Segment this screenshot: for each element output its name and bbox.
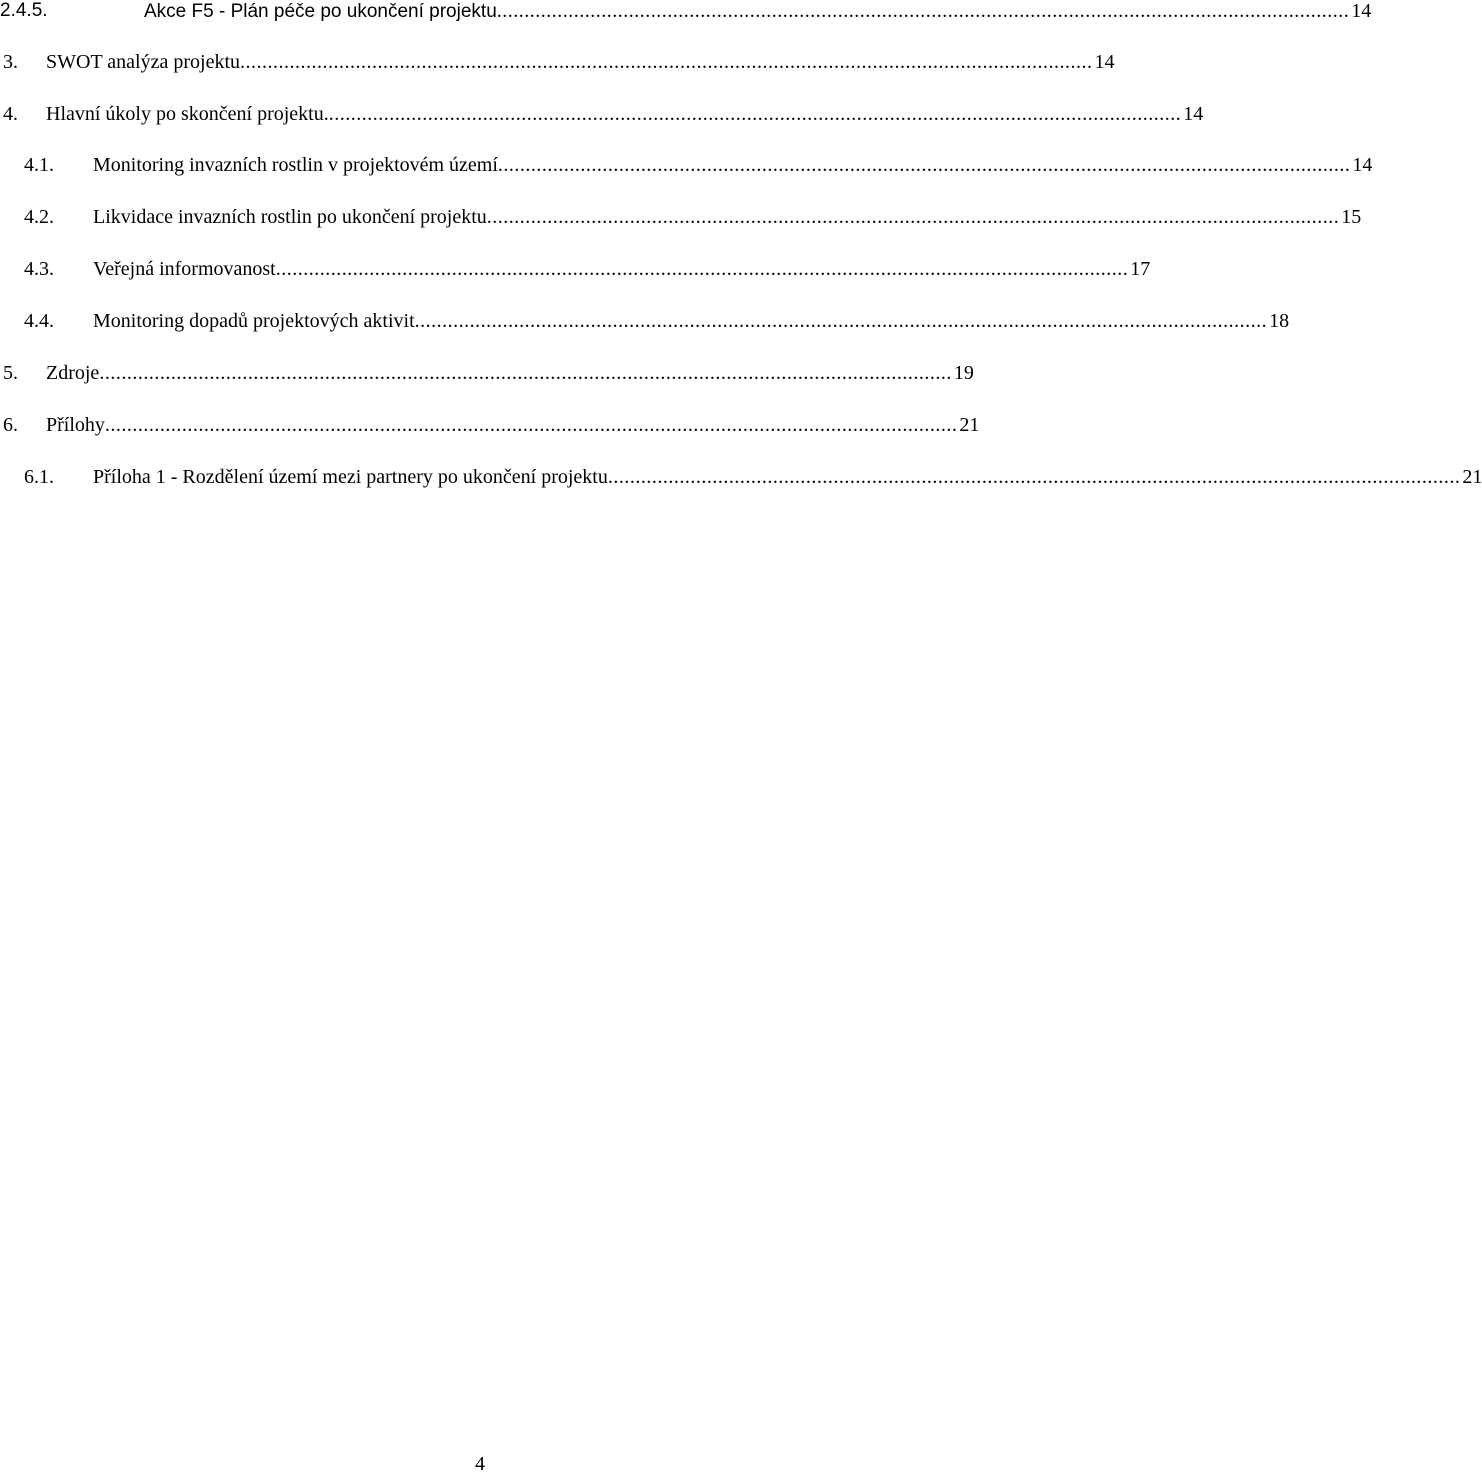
toc-entry-number: 4. — [3, 103, 18, 125]
toc-leader-dots: ........................................................................................................................................................... — [240, 51, 1093, 73]
toc-entry-4[interactable] — [0, 100, 1204, 128]
toc-entry-number: 4.4. — [24, 310, 54, 332]
toc-entry-title: Akce F5 - Plán péče po ukončení projektu — [144, 1, 497, 22]
toc-leader-dots: ........................................................................................................................................................... — [104, 414, 958, 436]
toc-entry-number: 4.1. — [24, 154, 54, 176]
toc-entry-page: 17 — [1130, 258, 1151, 280]
toc-entry-title: Veřejná informovanost — [93, 258, 276, 280]
toc-entry-4-4[interactable] — [0, 307, 1290, 335]
toc-entry-number: 4.2. — [24, 206, 54, 228]
toc-entry-page: 18 — [1269, 310, 1290, 332]
toc-entry-3[interactable] — [0, 48, 1115, 76]
toc-leader-dots: ........................................................................................................................................................... — [328, 103, 1182, 125]
toc-entry-page: 14 — [1352, 154, 1373, 176]
toc-entry-number: 3. — [3, 51, 18, 73]
toc-entry-title: Hlavní úkoly po skončení projektu. — [46, 103, 329, 125]
toc-entry-title: Přílohy — [46, 414, 105, 436]
toc-entry-page: 14 — [1094, 51, 1115, 73]
toc-entry-page: 21 — [959, 414, 980, 436]
toc-entry-6-1[interactable] — [0, 463, 1482, 491]
toc-entry-title: Zdroje — [46, 362, 100, 384]
toc-entry-2-4-5[interactable] — [0, 0, 1372, 25]
toc-entry-title: Likvidace invazních rostlin po ukončení projektu — [93, 206, 487, 228]
toc-entry-number: 4.3. — [24, 258, 54, 280]
toc-entry-number: 5. — [3, 362, 18, 384]
toc-entry-page: 19 — [953, 362, 974, 384]
page-number: 4 — [475, 1453, 485, 1475]
toc-entry-number: 2.4.5. — [0, 0, 48, 21]
toc-entry-4-1[interactable] — [0, 151, 1373, 179]
toc-leader-dots: ........................................................................................................................................................... — [99, 362, 952, 384]
toc-entry-number: 6.1. — [24, 466, 54, 488]
toc-leader-dots: ........................................................................................................................................................... — [414, 310, 1268, 332]
toc-leader-dots: ........................................................................................................................................................... — [607, 466, 1461, 488]
toc-entry-title: Monitoring dopadů projektových aktivit — [93, 310, 415, 332]
toc-entry-number: 6. — [3, 414, 18, 436]
toc-entry-4-2[interactable] — [0, 203, 1362, 231]
toc-leader-dots: ........................................................................................................................................................... — [496, 0, 1350, 22]
toc-entry-page: 14 — [1183, 103, 1204, 125]
toc-entry-page: 14 — [1351, 0, 1372, 22]
toc-leader-dots: ........................................................................................................................................................... — [275, 258, 1129, 280]
toc-entry-6[interactable] — [0, 411, 980, 439]
toc-entry-page: 15 — [1341, 206, 1362, 228]
toc-entry-title: SWOT analýza projektu — [46, 51, 241, 73]
toc-entry-4-3[interactable] — [0, 255, 1151, 283]
toc-entry-5[interactable] — [0, 359, 974, 387]
toc-entry-page: 21 — [1462, 466, 1482, 488]
toc-entry-title: Příloha 1 - Rozdělení území mezi partnery po ukončení projektu — [93, 466, 608, 488]
toc-leader-dots: ........................................................................................................................................................... — [486, 206, 1340, 228]
toc-leader-dots: ........................................................................................................................................................... — [497, 154, 1351, 176]
toc-entry-title: Monitoring invazních rostlin v projektovém území — [93, 154, 498, 176]
